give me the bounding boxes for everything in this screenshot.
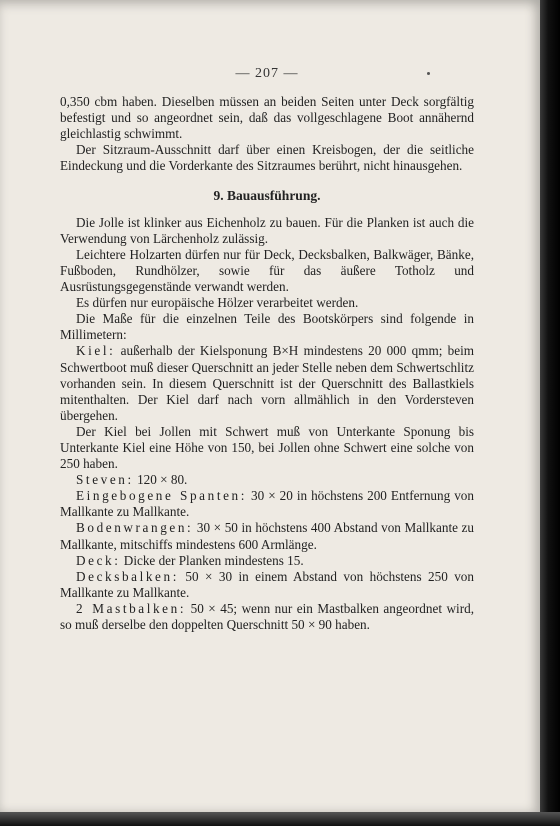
spec-text: Dicke der Planken mindestens 15. <box>120 552 304 568</box>
spec-term: Steven: <box>76 472 134 488</box>
paragraph: Die Jolle ist klinker aus Eichenholz zu bauen. Für die Planken ist auch die Verwendung von Lärchenholz zulässig. <box>60 214 474 246</box>
spec-term: Eingebogene Spanten: <box>76 488 247 504</box>
spec-term: Decksbalken: <box>76 568 179 584</box>
paragraph: Die Maße für die einzelnen Teile des Bootskörpers sind folgende in Millimetern: <box>60 311 474 343</box>
paragraph: Es dürfen nur europäische Hölzer verarbeitet werden. <box>76 295 359 311</box>
page-text <box>60 66 474 633</box>
spec-term: Deck: <box>76 552 121 568</box>
spec-kiel-height <box>60 424 474 472</box>
spec-spanten <box>60 488 474 520</box>
spec-text: außerhalb der Kielsponung B×H mindestens 20 000 qmm; beim Schwertboot muß dieser Querschnitt an jeder Stelle neben dem Schwertschlitz vorhanden sein. In diesem Querschnitt ist der Querschnitt des Ballastkiels mitenthalten. Der Kiel darf nach vorn allmählich in den Vordersteven übergehen. <box>60 343 474 423</box>
page-number: — 207 — <box>235 66 299 81</box>
spec-decksbalken <box>60 569 474 601</box>
spec-text: 50 × 45; wenn nur ein Mastbalken angeordnet wird, so muß derselbe den doppelten Querschnitt 50 × 90 haben. <box>60 600 474 632</box>
spec-bodenwrangen <box>60 520 474 552</box>
spec-term: Bodenwrangen: <box>76 520 194 536</box>
spec-deck <box>60 553 474 569</box>
section-heading: 9. Bauausführung. <box>213 187 321 203</box>
spec-kiel <box>60 343 474 423</box>
paragraph: Leichtere Holzarten dürfen nur für Deck, Decksbalken, Balkwäger, Bänke, Fußboden, Rundhölzer, sowie für das äußere Totholz und Ausrüstungsgegenstände verwandt werden. <box>60 246 474 295</box>
spec-term: 2 Mastbalken: <box>76 600 187 616</box>
spec-term: Kiel: <box>76 343 116 359</box>
spec-mastbalken <box>60 601 474 633</box>
spec-text: Der Kiel bei Jollen mit Schwert muß von Unterkante Sponung bis Unterkante Kiel eine Höhe von 150, bei Jollen ohne Schwert eine solche von 250 haben. <box>60 423 474 472</box>
spec-text: 30 × 50 in höchstens 400 Abstand von Mallkante zu Mallkante, mitschiffs mindestens 600 Armlänge. <box>60 520 474 552</box>
spec-text: 30 × 20 in höchstens 200 Entfernung von Mallkante zu Mallkante. <box>60 488 474 520</box>
spec-steven <box>60 472 474 488</box>
paragraph: 0,350 cbm haben. Dieselben müssen an beiden Seiten unter Deck sorgfältig befestigt und so angeordnet sein, daß das vollgeschlagene Boot annähernd gleichlastig schwimmt. <box>60 94 474 142</box>
paragraph: Der Sitzraum-Ausschnitt darf über einen Kreisbogen, der die seitliche Eindeckung und die Vorderkante des Sitzraumes berührt, nicht hinausgehen. <box>60 142 474 174</box>
spec-text: 120 × 80. <box>133 472 188 488</box>
spec-text: 50 × 30 in einem Abstand von höchstens 250 von Mallkante zu Mallkante. <box>60 568 474 600</box>
page-bottom-edge <box>0 812 560 826</box>
book-spine <box>540 0 560 826</box>
